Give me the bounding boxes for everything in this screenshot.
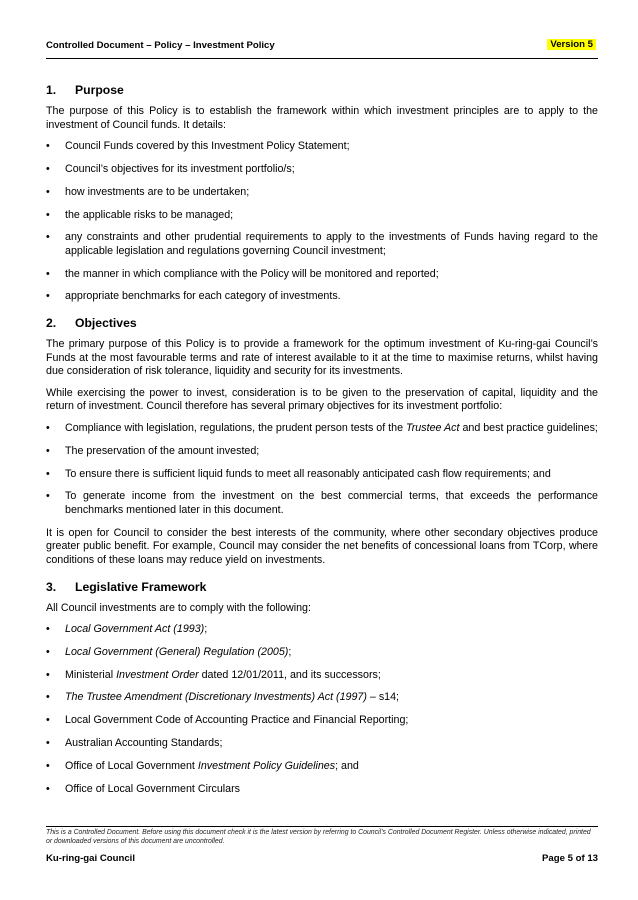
section-number: 3. — [46, 579, 57, 594]
document-body — [46, 84, 598, 805]
bullet-list — [46, 422, 598, 518]
bullet-icon: • — [46, 759, 50, 772]
section-number: 1. — [46, 83, 57, 97]
list-item: • appropriate benchmarks for each category of investments. — [46, 290, 341, 303]
list-item: • how investments are to be undertaken; — [46, 185, 250, 198]
bullet-icon: • — [46, 140, 50, 153]
bullet-icon: • — [46, 185, 50, 198]
section-heading — [46, 581, 598, 596]
list-item: • Australian Accounting Standards; — [46, 737, 223, 750]
section-title: Objectives — [75, 316, 137, 331]
bullet-icon: • — [46, 444, 50, 457]
list-item: • Office of Local Government Investment Policy Guidelines; and — [46, 759, 359, 772]
section-purpose — [46, 84, 598, 304]
bullet-icon: • — [46, 290, 50, 303]
list-item: • Ministerial Investment Order dated 12/01/2011, and its successors; — [46, 668, 381, 681]
bullet-icon: • — [46, 208, 50, 221]
bullet-icon: • — [46, 782, 50, 795]
footer-organisation: Ku-ring-gai Council — [46, 853, 135, 864]
list-item: • The preservation of the amount invested; — [46, 444, 260, 457]
bullet-icon: • — [46, 668, 50, 681]
bullet-icon: • — [46, 645, 50, 658]
paragraph: While exercising the power to invest, consideration is to be given to the preservation of capital, liquidity and the return of investment. Council therefore has several primary objectives for its investment portfolio: — [46, 386, 598, 413]
bullet-list — [46, 623, 598, 796]
list-item: • The Trustee Amendment (Discretionary Investments) Act (1997) – s14; — [46, 691, 400, 704]
section-heading — [46, 317, 598, 332]
bullet-list — [46, 140, 598, 304]
section-legislative-framework — [46, 581, 598, 797]
version-badge: Version 5 — [547, 39, 596, 50]
page-header — [46, 38, 598, 59]
bullet-icon: • — [46, 490, 50, 503]
list-item: • Local Government (General) Regulation (2005); — [46, 645, 292, 658]
document-title: Controlled Document – Policy – Investment Policy — [46, 40, 275, 51]
list-item: • To ensure there is sufficient liquid funds to meet all reasonably anticipated cash flow requirements; and — [46, 467, 551, 480]
list-item: • Local Government Act (1993); — [46, 623, 208, 636]
section-heading — [46, 84, 598, 99]
list-item: • any constraints and other prudential requirements to apply to the investments of Funds having regard to the applicable legislation and regulations governing Council investment; — [46, 231, 598, 257]
bullet-icon: • — [46, 162, 50, 175]
controlled-document-disclaimer: This is a Controlled Document. Before using this document check it is the latest version by referring to Council’s Controlled Document Register. Unless otherwise indicated, printed or downloaded versions of this document are uncontrolled. — [46, 829, 591, 845]
list-item: • the applicable risks to be managed; — [46, 208, 234, 221]
paragraph: The purpose of this Policy is to establish the framework within which investment principles are to apply to the investment of Council funds. It details: — [46, 105, 598, 131]
list-item: • Council’s objectives for its investment portfolio/s; — [46, 162, 295, 175]
list-item: • Compliance with legislation, regulations, the prudent person tests of the Trustee Act and best practice guidelines; — [46, 422, 598, 435]
bullet-icon: • — [46, 422, 50, 435]
list-item: • Office of Local Government Circulars — [46, 782, 241, 795]
list-item: • Local Government Code of Accounting Practice and Financial Reporting; — [46, 714, 409, 727]
section-number: 2. — [46, 316, 57, 331]
paragraph: The primary purpose of this Policy is to provide a framework for the optimum investment of Ku-ring-gai Council’s Funds at the most favourable terms and rate of interest available to it at the time to maximise returns, whilst having due consideration of risk tolerance, liquidity and security for its investments. — [46, 338, 598, 378]
bullet-icon: • — [46, 623, 50, 636]
paragraph: It is open for Council to consider the best interests of the community, where other secondary objectives produce greater public benefit. For example, Council may consider the net benefits of concessional loans from TCorp, where conditions of these loans may reduce yield on investments. — [46, 526, 598, 566]
list-item: • Council Funds covered by this Investment Policy Statement; — [46, 140, 350, 153]
bullet-icon: • — [46, 231, 50, 244]
bullet-icon: • — [46, 691, 50, 704]
footer-divider — [46, 826, 598, 827]
paragraph: All Council investments are to comply with the following: — [46, 601, 311, 614]
page-number: Page 5 of 13 — [542, 853, 598, 864]
list-item: • the manner in which compliance with the Policy will be monitored and reported; — [46, 267, 439, 280]
bullet-icon: • — [46, 714, 50, 727]
list-item: • To generate income from the investment on the best commercial terms, that exceeds the performance benchmarks mentioned later in this document. — [46, 490, 598, 516]
section-objectives — [46, 317, 598, 567]
bullet-icon: • — [46, 737, 50, 750]
section-title: Legislative Framework — [75, 579, 207, 594]
bullet-icon: • — [46, 267, 50, 280]
section-title: Purpose — [75, 83, 124, 97]
bullet-icon: • — [46, 467, 50, 480]
